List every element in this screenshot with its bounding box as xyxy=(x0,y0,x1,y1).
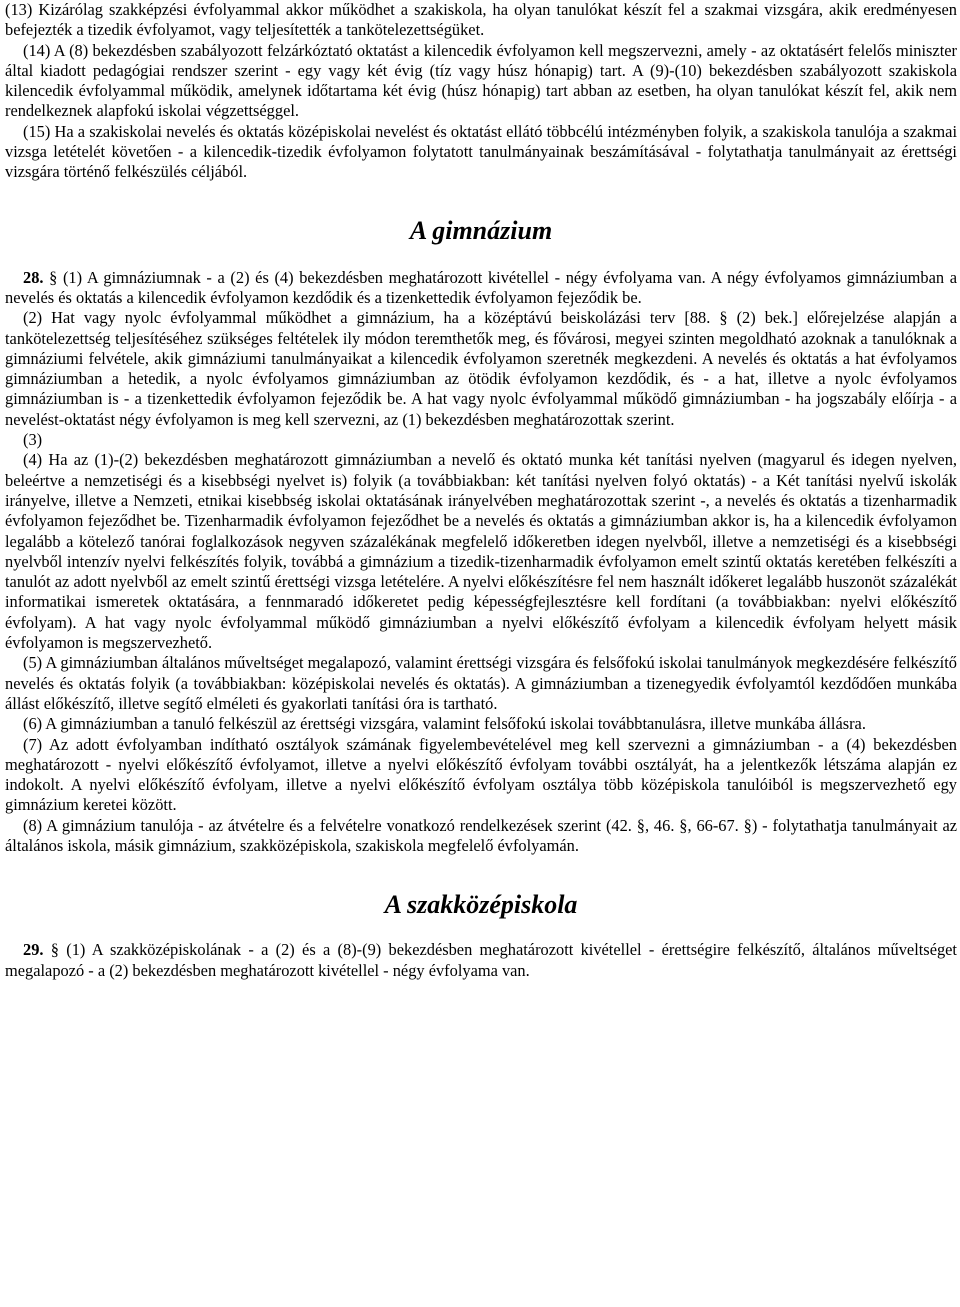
section-heading-gimnazium: A gimnázium xyxy=(409,215,553,245)
section-28-paragraph-8: (8) A gimnázium tanulója - az átvételre és a felvételre vonatkozó rendelkezések szerint (42. §, 46. §, 66-67. §) - folytathatja tanulmányait az általános iskola, másik gimnázium, szakközépiskola, szakiskola megfelelő évfolyamán. xyxy=(5,815,957,855)
section-28-paragraph-2: (2) Hat vagy nyolc évfolyammal működhet a gimnázium, ha a középtávú beiskolázási terv [88. § (2) bek.] előrejelzése alapján a tankötelezettség teljesítéséhez szükséges feltételek ily módon teremthetők meg, és fővárosi, megyei szinten megoldható azoknak a tanulóknak a gimnáziumi felvétele, akik gimnáziumi tanulmányaikat a kilencedik évfolyamon szeretnék megkezdeni. A nevelés és oktatás a hat évfolyamos gimnáziumban a hetedik, a nyolc évfolyamos gimnáziumban az ötödik évfolyamon kezdődik, és - a hat, illetve a nyolc évfolyamos gimnáziumban is - a tizenkettedik évfolyamon fejeződik be. A hat vagy nyolc évfolyammal működő gimnáziumban - ha jogszabály előírja - a nevelést-oktatást négy évfolyamon is meg kell szervezni, az (1) bekezdésben meghatározottak szerint. xyxy=(5,308,957,429)
section-28-paragraph-4: (4) Ha az (1)-(2) bekezdésben meghatározott gimnáziumban a nevelő és oktató munka két tanítási nyelven (magyarul és idegen nyelven, beleértve a nemzetiségi és a kisebbségi nyelvet is) folyik (a továbbiakban: két tanítási nyelven folyó oktatás) - a Két tanítási nyelvű iskolák irányelve, illetve a Nemzeti, etnikai kisebbség iskolai oktatásának irányelvében meghatározottak szerint -, a nevelés és oktatás a tizenharmadik évfolyamon fejeződhet be. Tizenharmadik évfolyamon fejeződhet be a nevelés és oktatás a gimnáziumban akkor is, ha a kilencedik évfolyamon legalább a kötelező tanórai foglalkozások negyven százalékának megfelelő időkeretben idegen nyelvből, illetve a nemzetiségi és a kisebbségi nyelvből intenzív nyelvi felkészítés folyik, továbbá a gimnázium a tizedik-tizenharmadik évfolyamon emelt szintű oktatás keretében felkészíti a tanulót az adott nyelvből az emelt szintű érettségi vizsga letételére. A nyelvi előkészítésre fel nem használt időkeret legalább huszonöt százalékát informatikai ismeretek oktatására, a fennmaradó időkeretet pedig képességfejlesztésre kell fordítani (a továbbiakban: nyelvi előkészítő évfolyam). A hat vagy nyolc évfolyammal működő gimnáziumban a nyelvi előkészítő évfolyam a kilencedik évfolyam helyett másik évfolyamon is megszervezhető. xyxy=(5,450,957,653)
section-number-29: 29. xyxy=(23,940,44,960)
paragraph-14: (14) A (8) bekezdésben szabályozott felzárkóztató oktatást a kilencedik évfolyamon kell megszervezni, amely - az oktatásért felelős miniszter által kiadott pedagógiai rendszer szerint - egy vagy két évig (tíz vagy húsz hónapig) tart. A (9)-(10) bekezdésben szabályozott szakiskola kilencedik évfolyammal működik, amelynek időtartama két évig (húsz hónapig) tart abban az esetben, ha olyan tanulókat készít fel, akik nem rendelkeznek alapfokú iskolai végzettséggel. xyxy=(5,40,957,121)
paragraph-15: (15) Ha a szakiskolai nevelés és oktatás középiskolai nevelést és oktatást ellátó többcélú intézményben folyik, a szakiskola tanulója a szakmai vizsga letételét követően - a kilencedik-tizedik évfolyamon folytatott tanulmányainak beszámításával - folytathatja tanulmányait az érettségi vizsgára történő felkészülés céljából. xyxy=(5,121,957,182)
section-28-paragraph-6: (6) A gimnáziumban a tanuló felkészül az érettségi vizsgára, valamint felsőfokú iskolai továbbtanulásra, illetve munkába állásra. xyxy=(23,714,866,734)
paragraph-13: (13) Kizárólag szakképzési évfolyammal akkor működhet a szakiskola, ha olyan tanulókat készít fel a szakmai vizsgára, akik eredményesen befejezték a tizedik évfolyamot, vagy teljesítették a tankötelezettségüket. xyxy=(5,0,957,40)
section-heading-szakkozepiskola: A szakközépiskola xyxy=(384,890,578,920)
section-28-paragraph-7: (7) Az adott évfolyamban indítható osztályok számának figyelembevételével meg kell szervezni a gimnáziumban - a (4) bekezdésben meghatározott - nyelvi előkészítő évfolyamot, illetve a nyelvi előkészítő évfolyam további osztályát, ha a jelentkezők létszáma alapján ez indokolt. A nyelvi előkészítő évfolyam, illetve a nyelvi előkészítő évfolyam osztálya több középiskola tanulóiból is megszervezhető egy gimnázium keretei között. xyxy=(5,734,957,815)
section-29-paragraph-1 xyxy=(5,940,957,981)
section-29-text: § (1) A szakközépiskolának - a (2) és a (8)-(9) bekezdésben meghatározott kivétellel - érettségire felkészítő, általános műveltséget megalapozó - a (2) bekezdésben meghatározott kivétellel - négy évfolyama van. xyxy=(5,940,957,980)
section-number-28: 28. xyxy=(23,267,44,287)
section-28-text: § (1) A gimnáziumnak - a (2) és (4) bekezdésben meghatározott kivétellel - négy évfolyama van. A négy évfolyamos gimnáziumban a nevelés és oktatás a kilencedik évfolyamon kezdődik és a tizenkettedik évfolyamon fejeződik be. xyxy=(5,267,957,307)
section-28-paragraph-5: (5) A gimnáziumban általános műveltséget megalapozó, valamint érettségi vizsgára és felsőfokú iskolai tanulmányok megkezdésére felkészítő nevelés és oktatás folyik (a továbbiakban: középiskolai nevelés és oktatás). A gimnáziumban a tizenegyedik évfolyamtól kezdődően munkába állást előkészítő, illetve segítő elméleti és gyakorlati tanítási óra is tartható. xyxy=(5,653,957,713)
section-28-paragraph-3: (3) xyxy=(23,430,43,450)
section-28-paragraph-1 xyxy=(5,268,957,309)
